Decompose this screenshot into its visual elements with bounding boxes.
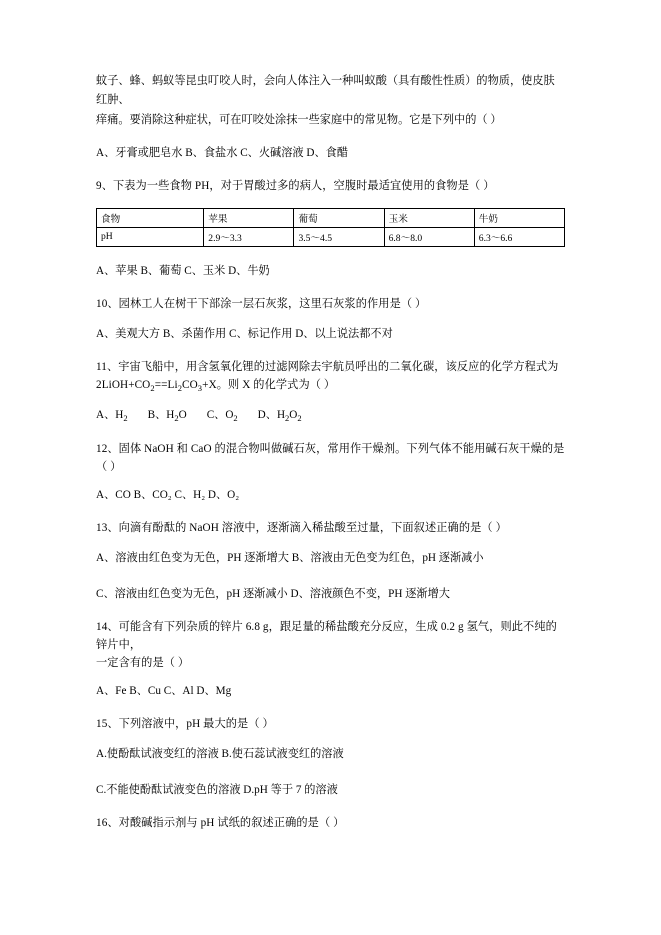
- table-cell: 玉米: [384, 208, 474, 227]
- question-13-stem: 13、向滴有酚酞的 NaOH 溶液中，逐渐滴入稀盐酸至过量，下面叙述正确的是（ ）: [96, 522, 507, 535]
- formula-part-2: ==Li: [154, 378, 178, 391]
- table-cell: 葡萄: [294, 208, 384, 227]
- table-cell: 6.8～8.0: [384, 227, 474, 246]
- question-11-stem-line-2: [96, 378, 336, 394]
- question-11-stem: [96, 358, 565, 396]
- table-cell: pH: [97, 227, 204, 246]
- question-11-options: A、$H_2$ B、$H_2O$ C、$O_2$ D、$H_2O_2$: [96, 409, 302, 424]
- table-cell: 6.3～6.6: [474, 227, 564, 246]
- question-14-stem-line-1: 14、可能含有下列杂质的锌片 6.8 g，跟足量的稀盐酸充分反应，生成 0.2 g 氢气，则此不纯的锌片中，: [96, 620, 557, 652]
- table-cell: 苹果: [204, 208, 294, 227]
- subscript-2: 2: [297, 413, 302, 424]
- subscript-2: 2: [285, 413, 290, 424]
- subscript-2: 2: [150, 383, 155, 394]
- question-13-options: [96, 550, 565, 604]
- table-row: [97, 227, 565, 246]
- option-a: A、H: [96, 409, 124, 421]
- question-10-options: A、美观大方 B、杀菌作用 C、标记作用 D、以上说法都不对: [96, 327, 393, 340]
- formula-part-1: 2LiOH+CO: [96, 378, 151, 391]
- question-9-options: A、苹果 B、葡萄 C、玉米 D、牛奶: [96, 264, 270, 277]
- question-14-stem: [96, 618, 565, 672]
- question-14-options: A、Fe B、Cu C、Al D、Mg: [96, 685, 232, 698]
- option-b: B、H: [147, 409, 175, 421]
- subscript-2: 2: [123, 413, 128, 424]
- intro-line-2: 痒痛。要消除这种症状，可在叮咬处涂抹一些家庭中的常见物。它是下列中的（ ）: [96, 113, 502, 126]
- question-13-options-line-2: C、溶液由红色变为无色，pH 逐渐减小 D、溶液颜色不变，PH 逐渐增大: [96, 588, 450, 601]
- subscript-2: 2: [174, 413, 179, 424]
- question-15-options: [96, 746, 565, 800]
- intro-options: A、牙膏或肥皂水 B、食盐水 C、火碱溶液 D、食醋: [96, 146, 349, 159]
- table-cell: 3.5～4.5: [294, 227, 384, 246]
- table-cell: 牛奶: [474, 208, 564, 227]
- option-d: D、H: [257, 409, 286, 421]
- subscript-3: 3: [197, 383, 203, 394]
- table-row: [97, 208, 565, 227]
- intro-paragraph: [96, 72, 565, 130]
- question-12-stem: [96, 440, 565, 476]
- question-12-options: A、CO B、CO₂ C、H₂ D、O₂: [96, 489, 240, 502]
- question-12-stem-line-2: （ ）: [96, 461, 122, 473]
- option-c: C、O: [206, 409, 234, 421]
- question-11-stem-line-1: 11、宇宙飞船中，用含氢氧化锂的过滤网除去宇航员呼出的二氧化碳，该反应的化学方程式为: [96, 360, 559, 373]
- table-cell: 2.9～3.3: [204, 227, 294, 246]
- question-15-options-line-2: C.不能使酚酞试液变色的溶液 D.pH 等于 7 的溶液: [96, 784, 338, 797]
- formula-part-3: CO: [182, 378, 198, 391]
- table-cell: 食物: [97, 208, 204, 227]
- subscript-2: 2: [177, 383, 183, 394]
- question-13-options-line-1: A、溶液由红色变为无色，PH 逐渐增大 B、溶液由无色变为红色，pH 逐渐减小: [96, 552, 484, 565]
- question-12-stem-line-1: 12、固体 NaOH 和 CaO 的混合物叫做碱石灰，常用作干燥剂。下列气体不能用碱石灰干燥的是: [96, 442, 565, 455]
- subscript-2: 2: [233, 413, 238, 424]
- food-ph-table: [96, 208, 565, 247]
- question-9-stem: 9、下表为一些食物 PH，对于胃酸过多的病人，空腹时最适宜使用的食物是（ ）: [96, 179, 495, 192]
- intro-line-1: 蚊子、蜂、蚂蚁等昆虫叮咬人时，会向人体注入一种叫蚁酸（具有酸性性质）的物质，使皮肤红肿、: [96, 75, 555, 107]
- question-10-stem: 10、园林工人在树干下部涂一层石灰浆，这里石灰浆的作用是（ ）: [96, 297, 427, 310]
- question-14-stem-line-2: 一定含有的是（ ）: [96, 657, 190, 670]
- question-15-stem: 15、下列溶液中，pH 最大的是（ ）: [96, 718, 274, 731]
- question-16-stem: 16、对酸碱指示剂与 pH 试纸的叙述正确的是（ ）: [96, 817, 345, 830]
- formula-part-4: +X。则 X 的化学式为（ ）: [202, 378, 336, 391]
- question-15-options-line-1: A.使酚酞试液变红的溶液 B.使石蕊试液变红的溶液: [96, 748, 344, 761]
